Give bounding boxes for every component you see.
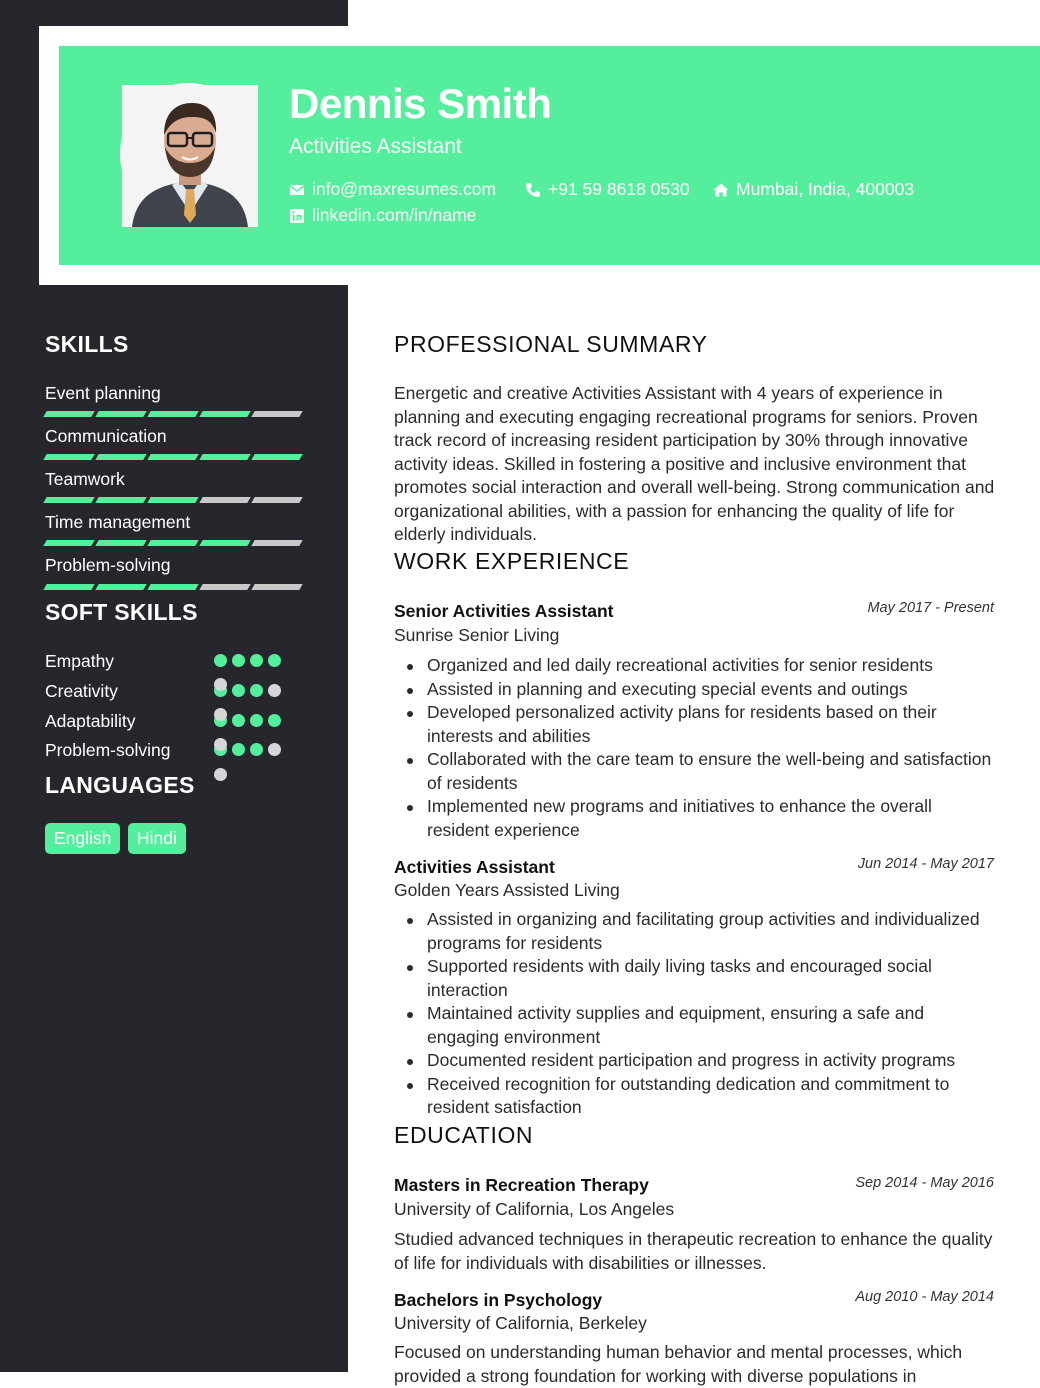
address-contact — [713, 179, 914, 200]
skill-level-bar — [45, 497, 301, 503]
skills-heading: SKILLS — [45, 331, 129, 357]
skill-bar-segment — [95, 540, 146, 546]
skill-bar-segment — [147, 584, 198, 590]
skill-level-bar — [45, 454, 301, 460]
home-icon — [713, 182, 729, 198]
skill-bar-segment — [43, 584, 94, 590]
skill-level-bar — [45, 540, 301, 546]
list-item: Maintained activity supplies and equipment, ensuring a safe and engaging environment — [394, 1002, 994, 1049]
overflow-dot — [214, 678, 227, 691]
skill-name: Problem-solving — [45, 555, 171, 575]
education-heading: EDUCATION — [394, 1122, 534, 1148]
rating-dot — [268, 714, 281, 727]
skill-bar-segment — [43, 540, 94, 546]
job-title: Activities Assistant — [394, 857, 555, 877]
list-item: Organized and led daily recreational activities for senior residents — [394, 654, 994, 678]
list-item: Received recognition for outstanding dedication and commitment to resident satisfaction — [394, 1073, 994, 1120]
skill-level-bar — [45, 411, 301, 417]
skill-bar-segment — [95, 497, 146, 503]
soft-skills-heading: SOFT SKILLS — [45, 599, 198, 625]
email-text: info@maxresumes.com — [312, 179, 497, 199]
address-text: Mumbai, India, 400003 — [736, 179, 915, 199]
education-description: Studied advanced techniques in therapeutic recreation to enhance the quality of life for individuals with disabilities or illnesses. — [394, 1229, 993, 1273]
language-tag: English — [45, 823, 120, 854]
soft-skill-name: Problem-solving — [45, 740, 171, 760]
education-dates: Aug 2010 - May 2014 — [855, 1289, 994, 1305]
rating-dot — [214, 654, 227, 667]
job-dates: May 2017 - Present — [867, 600, 994, 616]
profile-photo — [120, 83, 256, 225]
skill-level-bar — [45, 584, 301, 590]
rating-dot — [250, 684, 263, 697]
skill-bar-segment — [199, 497, 250, 503]
email-contact[interactable] — [289, 179, 496, 200]
skill-name: Teamwork — [45, 469, 125, 489]
rating-dot — [232, 714, 245, 727]
list-item: Implemented new programs and initiatives to enhance the overall resident experience — [394, 795, 994, 842]
linkedin-text: linkedin.com/in/name — [312, 205, 477, 225]
overflow-dot — [214, 738, 227, 751]
degree-title: Masters in Recreation Therapy — [394, 1175, 649, 1195]
soft-skill-rating — [214, 654, 281, 667]
skill-bar-segment — [251, 411, 302, 417]
linkedin-icon — [289, 208, 305, 224]
rating-dot — [250, 743, 263, 756]
rating-dot — [268, 654, 281, 667]
rating-dot — [268, 743, 281, 756]
skill-name: Time management — [45, 512, 191, 532]
skill-bar-segment — [147, 497, 198, 503]
job-dates: Jun 2014 - May 2017 — [857, 856, 994, 872]
job-organization: Sunrise Senior Living — [394, 625, 560, 645]
soft-skill-name: Creativity — [45, 681, 118, 701]
summary-text: Energetic and creative Activities Assistant with 4 years of experience in planning and executing engaging recreational programs for seniors. Proven track record of increasing resident participation by 30% through innovative activity ideas. Skilled in fostering a positive and inclusive environment that promotes social interaction and overall well-being. Strong communication and organizational abilities, with a passion for enhancing the quality of life for elderly individuals. — [394, 383, 995, 544]
phone-contact[interactable] — [525, 179, 690, 200]
job-title: Senior Activities Assistant — [394, 601, 614, 621]
education-dates: Sep 2014 - May 2016 — [855, 1175, 994, 1191]
skill-bar-segment — [43, 454, 94, 460]
skill-bar-segment — [43, 411, 94, 417]
school-name: University of California, Los Angeles — [394, 1199, 675, 1219]
list-item: Assisted in planning and executing special events and outings — [394, 678, 994, 702]
linkedin-contact[interactable] — [289, 205, 476, 226]
soft-skill-name: Empathy — [45, 651, 115, 671]
skill-bar-segment — [147, 411, 198, 417]
job-bullets — [394, 654, 994, 842]
overflow-dot — [214, 768, 227, 781]
skill-bar-segment — [147, 540, 198, 546]
skill-bar-segment — [251, 584, 302, 590]
candidate-name: Dennis Smith — [289, 80, 552, 127]
skill-name: Event planning — [45, 383, 161, 403]
list-item: Developed personalized activity plans for residents based on their interests and abilities — [394, 701, 994, 748]
education-description: Focused on understanding human behavior and mental processes, which provided a strong foundation for working with diverse populations in — [394, 1342, 963, 1386]
language-tag: Hindi — [128, 823, 186, 854]
list-item: Assisted in organizing and facilitating group activities and individualized programs for residents — [394, 908, 994, 955]
phone-text: +91 59 8618 0530 — [548, 179, 690, 199]
list-item: Documented resident participation and progress in activity programs — [394, 1049, 994, 1073]
experience-heading: WORK EXPERIENCE — [394, 548, 630, 574]
skill-bar-segment — [43, 497, 94, 503]
rating-dot — [232, 684, 245, 697]
skill-bar-segment — [199, 411, 250, 417]
envelope-icon — [289, 182, 305, 198]
phone-icon — [525, 182, 541, 198]
rating-dot — [250, 714, 263, 727]
skill-bar-segment — [95, 411, 146, 417]
list-item: Collaborated with the care team to ensure the well-being and satisfaction of residents — [394, 748, 994, 795]
languages-heading: LANGUAGES — [45, 772, 195, 798]
summary-heading: PROFESSIONAL SUMMARY — [394, 331, 708, 357]
school-name: University of California, Berkeley — [394, 1313, 647, 1333]
rating-dot — [268, 684, 281, 697]
job-title-subtitle: Activities Assistant — [289, 135, 462, 158]
job-organization: Golden Years Assisted Living — [394, 880, 620, 900]
skill-bar-segment — [199, 584, 250, 590]
rating-dot — [232, 654, 245, 667]
skill-bar-segment — [251, 454, 302, 460]
overflow-dot — [214, 708, 227, 721]
skill-bar-segment — [251, 497, 302, 503]
soft-skill-name: Adaptability — [45, 711, 136, 731]
skill-bar-segment — [251, 540, 302, 546]
list-item: Supported residents with daily living tasks and encouraged social interaction — [394, 955, 994, 1002]
degree-title: Bachelors in Psychology — [394, 1290, 603, 1310]
skill-bar-segment — [199, 540, 250, 546]
skill-bar-segment — [95, 584, 146, 590]
skill-bar-segment — [199, 454, 250, 460]
rating-dot — [232, 743, 245, 756]
skill-name: Communication — [45, 426, 167, 446]
job-bullets — [394, 908, 994, 1120]
skill-bar-segment — [95, 454, 146, 460]
skill-bar-segment — [147, 454, 198, 460]
rating-dot — [250, 654, 263, 667]
